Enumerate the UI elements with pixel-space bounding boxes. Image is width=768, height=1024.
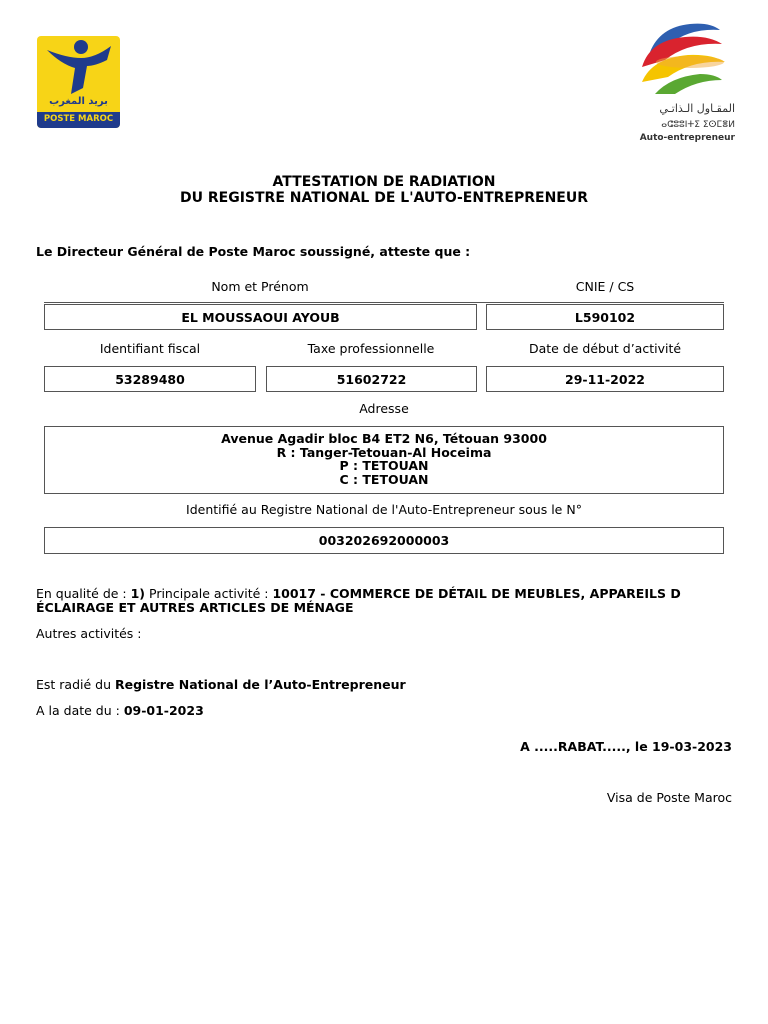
registre-value: 003202692000003 bbox=[44, 527, 724, 554]
qualite-number: 1) bbox=[130, 586, 146, 601]
radie-paragraph bbox=[36, 677, 406, 692]
document-title-line1: ATTESTATION DE RADIATION bbox=[272, 174, 496, 190]
qualite-prefix: En qualité de : bbox=[36, 586, 131, 601]
cnie-label: CNIE / CS bbox=[575, 279, 635, 294]
document-title-line2: DU REGISTRE NATIONAL DE L'AUTO-ENTREPRENEUR bbox=[180, 190, 588, 206]
identifiant-fiscal-value: 53289480 bbox=[44, 366, 256, 392]
adresse-line-region: R : Tanger-Tetouan-Al Hoceima bbox=[276, 444, 492, 460]
date-radiation bbox=[36, 703, 204, 718]
poste-figure-icon bbox=[37, 36, 120, 98]
intro-text: Le Directeur Général de Poste Maroc soussigné, atteste que : bbox=[36, 244, 471, 259]
poste-maroc-logo bbox=[37, 36, 120, 128]
radie-prefix: Est radié du bbox=[36, 677, 115, 692]
principale-activite-label: Principale activité : bbox=[145, 586, 273, 601]
auto-entrepreneur-swirl-icon bbox=[630, 22, 735, 102]
ae-logo-latin: Auto-entrepreneur bbox=[639, 133, 735, 143]
cnie-value: L590102 bbox=[486, 304, 724, 330]
ae-logo-arabic: المقـاول الـذاتـي bbox=[659, 102, 735, 115]
lieu-date: A .....RABAT....., le 19-03-2023 bbox=[520, 739, 732, 754]
adresse-line-street: Avenue Agadir bloc B4 ET2 N6, Tétouan 93000 bbox=[221, 431, 547, 446]
adresse-value bbox=[44, 426, 724, 494]
taxe-professionnelle-label: Taxe professionnelle bbox=[307, 341, 435, 356]
ae-logo-tifinagh: ⴰⵛⵓⵓⵏⵜⵉ ⵉⵙⵎⴻⵍ bbox=[661, 120, 735, 130]
visa-text: Visa de Poste Maroc bbox=[606, 790, 732, 805]
autres-activites: Autres activités : bbox=[36, 626, 142, 641]
taxe-professionnelle-value: 51602722 bbox=[266, 366, 477, 392]
divider bbox=[44, 302, 724, 303]
adresse-line-province: P : TETOUAN bbox=[339, 458, 429, 473]
poste-logo-arabic: بريد المغرب bbox=[49, 96, 108, 107]
date-radiation-value: 09-01-2023 bbox=[123, 703, 204, 718]
date-radiation-prefix: A la date du : bbox=[36, 703, 124, 718]
qualite-paragraph bbox=[36, 587, 726, 615]
date-debut-value: 29-11-2022 bbox=[486, 366, 724, 392]
nom-label: Nom et Prénom bbox=[211, 279, 309, 294]
date-debut-label: Date de début d’activité bbox=[528, 341, 682, 356]
adresse-label: Adresse bbox=[359, 401, 409, 416]
activite-value: 10017 - COMMERCE DE DÉTAIL DE MEUBLES, APPAREILS D ÉCLAIRAGE ET AUTRES ARTICLES DE MÉNAGE bbox=[36, 586, 681, 615]
nom-value: EL MOUSSAOUI AYOUB bbox=[44, 304, 477, 330]
poste-logo-latin: POSTE MAROC bbox=[43, 114, 114, 124]
auto-entrepreneur-logo bbox=[630, 22, 735, 147]
radie-registre: Registre National de l’Auto-Entrepreneur bbox=[115, 677, 406, 692]
registre-label: Identifié au Registre National de l'Auto-Entrepreneur sous le N° bbox=[186, 502, 582, 517]
identifiant-fiscal-label: Identifiant fiscal bbox=[99, 341, 201, 356]
adresse-line-commune: C : TETOUAN bbox=[339, 471, 429, 487]
